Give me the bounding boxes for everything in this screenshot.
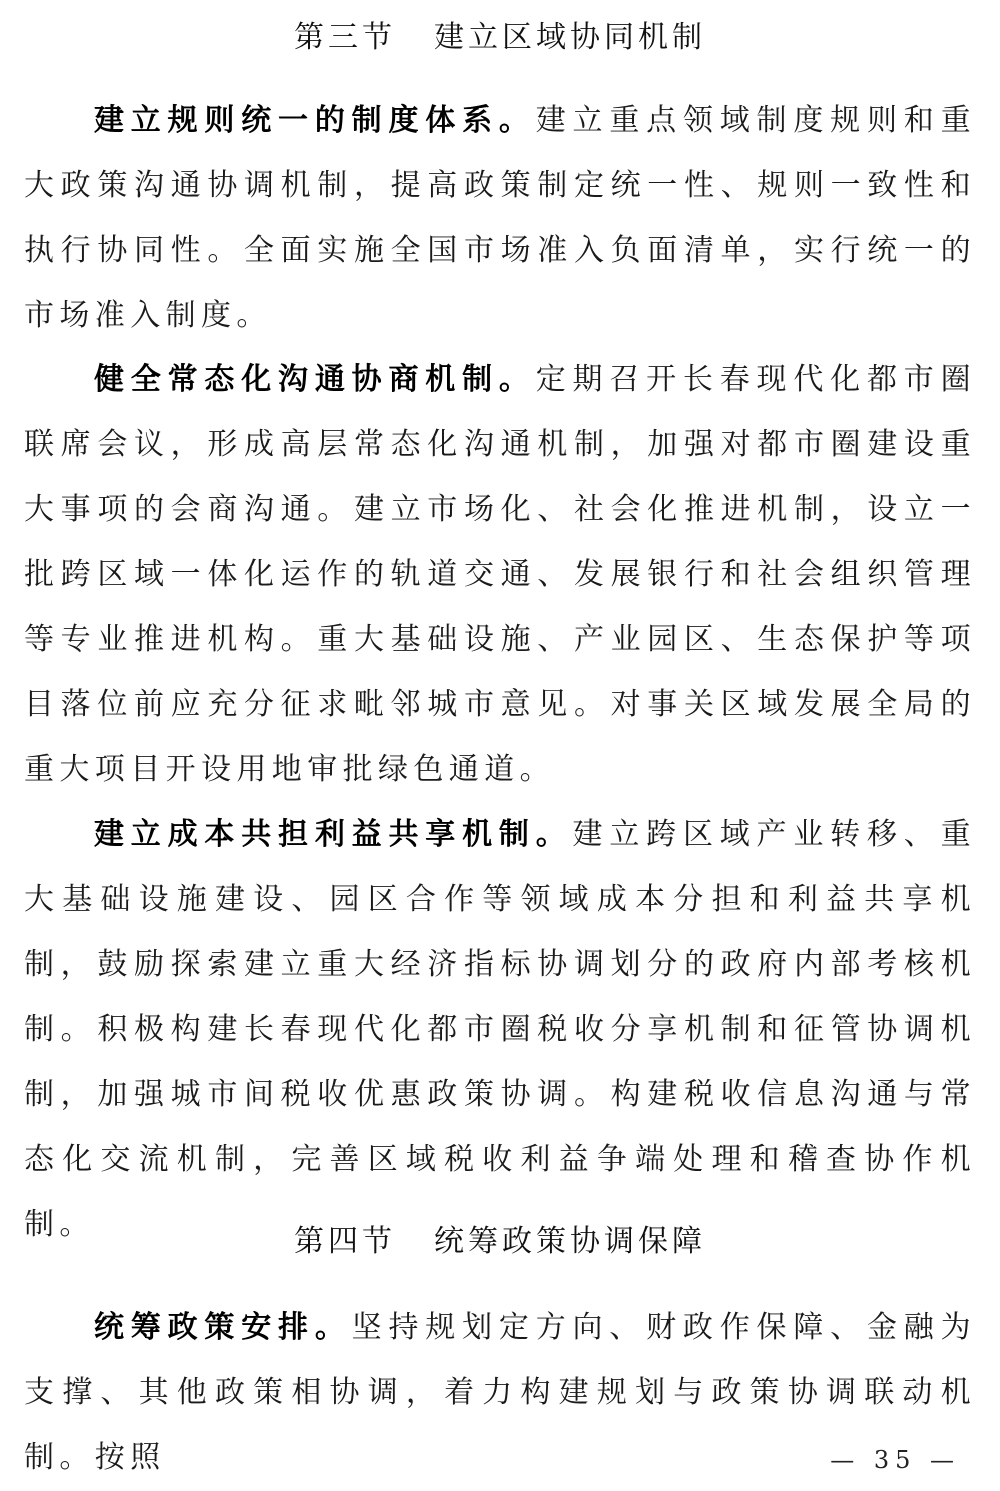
section-heading-number: 第三节	[294, 20, 396, 55]
paragraph-body: 定期召开长春现代化都市圈联席会议，形成高层常态化沟通机制，加强对都市圈建设重大事项的会商沟通。建立市场化、社会化推进机制，设立一批跨区域一体化运作的轨道交通、发展银行和社会组织管理等专业推进机构。重大基础设施、产业园区、生态保护等项目落位前应充分征求毗邻城市意见。对事关区域发展全局的重大项目开设用地审批绿色通道。	[24, 362, 976, 787]
paragraph-body: 建立跨区域产业转移、重大基础设施建设、园区合作等领域成本分担和利益共享机制，鼓励探索建立重大经济指标协调划分的政府内部考核机制。积极构建长春现代化都市圈税收分享机制和征管协调机制，加强城市间税收优惠政策协调。构建税收信息沟通与常态化交流机制，完善区域税收利益争端处理和稽查协作机制。	[24, 817, 976, 1242]
paragraph-body: 坚持规划定方向、财政作保障、金融为支撑、其他政策相协调，着力构建规划与政策协调联动机制。按照	[24, 1310, 976, 1475]
paragraph-lead: 健全常态化沟通协商机制。	[94, 362, 536, 397]
paragraph-lead: 建立规则统一的制度体系。	[94, 103, 536, 138]
paragraph-unified-rules	[24, 88, 976, 348]
section-heading-title: 建立区域协同机制	[434, 20, 706, 55]
section-heading-number: 第四节	[294, 1224, 396, 1259]
paragraph-lead: 统筹政策安排。	[94, 1310, 352, 1345]
page-number: — 35 —	[830, 1446, 960, 1474]
paragraph-consultation-mechanism	[24, 347, 976, 802]
section-heading-3	[0, 18, 1000, 58]
paragraph-body: 建立重点领域制度规则和重大政策沟通协调机制，提高政策制定统一性、规则一致性和执行协同性。全面实施全国市场准入负面清单，实行统一的市场准入制度。	[24, 103, 976, 333]
paragraph-lead: 建立成本共担利益共享机制。	[94, 817, 573, 852]
section-heading-title: 统筹政策协调保障	[434, 1224, 706, 1259]
section-heading-4	[0, 1222, 1000, 1262]
paragraph-cost-sharing	[24, 802, 976, 1257]
